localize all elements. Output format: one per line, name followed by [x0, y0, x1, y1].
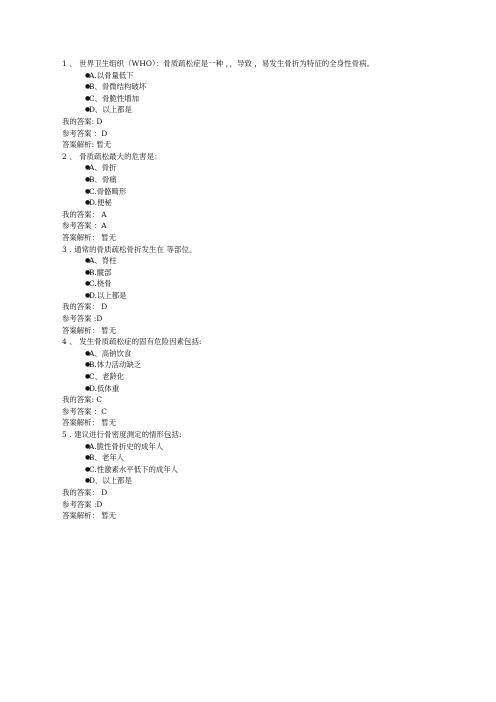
bullet-icon: ● — [85, 106, 91, 114]
option-item: ● B.髋部 — [85, 267, 112, 277]
question-title: 5 . 建议进行骨密度测定的情形包括: — [62, 430, 182, 439]
my-answer: 我的答案： A — [62, 209, 107, 219]
option-item: ● D.以上都是 — [85, 290, 127, 300]
question-title: 1 、 世界卫生组织（WHO）：骨质疏松症是一种 ，，导致 ，易发生骨折为特征的全身性骨病。 — [62, 59, 375, 68]
question-title: 3 . 通常的骨质疏松骨折发生在 等部位。 — [62, 244, 197, 254]
option-item: ● C.骨骼畸形 — [85, 186, 127, 196]
option-item: ● A、骨折 — [85, 163, 117, 173]
option-item: ● D、以上都是 — [85, 476, 132, 486]
option-item: ● B、骨痛 — [85, 174, 117, 184]
reference-answer: 参考答案 ：A — [62, 221, 107, 231]
bullet-icon: ● — [85, 477, 91, 485]
bullet-icon: ● — [85, 71, 91, 79]
answer-analysis: 答案解析： 暂无 — [62, 418, 117, 428]
reference-answer: 参考答案 :D — [62, 314, 103, 324]
question-title: 2 、 骨质疏松最大的危害是： — [62, 151, 162, 161]
bullet-icon: ● — [85, 349, 91, 357]
option-item: ● C.性激素水平低下的成年人 — [85, 464, 179, 474]
option-item: ● A.以骨量低下 — [85, 70, 134, 80]
bullet-icon: ● — [85, 291, 91, 299]
answer-analysis: 答案解析： 暂无 — [62, 232, 117, 242]
option-item: ● D.便秘 — [85, 198, 112, 208]
my-answer: 我的答案： D — [62, 302, 108, 312]
bullet-icon: ● — [85, 199, 91, 207]
bullet-icon: ● — [85, 280, 91, 288]
reference-answer: 参考答案 ：C — [62, 406, 107, 416]
bullet-icon: ● — [85, 175, 91, 183]
option-item: ● B、骨微结构破坏 — [85, 82, 147, 92]
my-answer: 我的答案: C — [62, 395, 103, 405]
answer-analysis: 答案解析： 暂无 — [62, 325, 117, 335]
my-answer: 我的答案： D — [62, 487, 108, 497]
answer-analysis: 答案解析: 暂无 — [62, 140, 112, 150]
option-item: ● A、脊柱 — [85, 256, 117, 266]
bullet-icon: ● — [85, 442, 91, 450]
question-title: 4 、 发生骨质疏松症的固有危险因素包括: — [62, 337, 202, 347]
bullet-icon: ● — [85, 83, 91, 91]
bullet-icon: ● — [85, 164, 91, 172]
bullet-icon: ● — [85, 257, 91, 265]
reference-answer: 参考答案 ：D — [62, 128, 108, 138]
my-answer: 我的答案: D — [62, 116, 103, 126]
bullet-icon: ● — [85, 454, 91, 462]
option-item: ● B、老年人 — [85, 453, 124, 463]
option-item: ● A、高钠饮食 — [85, 348, 132, 358]
question-block — [62, 244, 482, 337]
question-block — [62, 429, 482, 522]
bullet-icon: ● — [85, 361, 91, 369]
option-item: ● C、老龄化 — [85, 372, 125, 382]
question-block — [62, 58, 482, 151]
option-item: ● D.低体重 — [85, 383, 120, 393]
answer-analysis: 答案解析： 暂无 — [62, 511, 117, 521]
option-item: ● C.桡骨 — [85, 279, 112, 289]
bullet-icon: ● — [85, 94, 91, 102]
bullet-icon: ● — [85, 268, 91, 276]
bullet-icon: ● — [85, 373, 91, 381]
document-page — [62, 58, 482, 522]
question-block — [62, 151, 482, 244]
question-block — [62, 336, 482, 429]
bullet-icon: ● — [85, 384, 91, 392]
option-item: ● B.体力活动缺乏 — [85, 360, 142, 370]
option-item: ● C、骨脆性增加 — [85, 93, 139, 103]
bullet-icon: ● — [85, 465, 91, 473]
option-item: ● D、以上都是 — [85, 105, 132, 115]
bullet-icon: ● — [85, 187, 91, 195]
reference-answer: 参考答案 :D — [62, 499, 103, 509]
option-item: ● A.脆性骨折史的成年人 — [85, 441, 164, 451]
